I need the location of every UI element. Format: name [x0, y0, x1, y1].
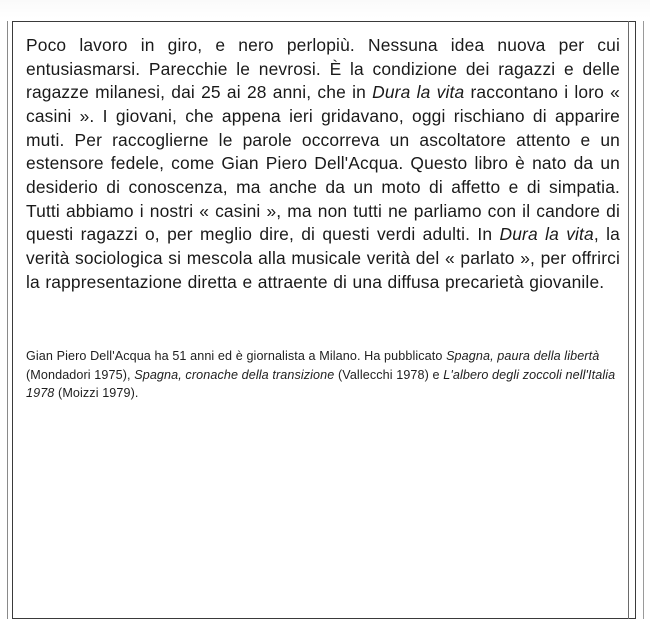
bio-part-1: Gian Piero Dell'Acqua ha 51 anni ed è giornalista a Milano. Ha pubblicato — [26, 349, 447, 363]
blurb-part-3: , la verità sociologica si mescola alla musicale verità del « parlato », per offrirci la rappresentazione diretta e attraente di una diffusa precarietà giovanile. — [26, 224, 620, 292]
author-bio-paragraph — [26, 347, 620, 403]
author-bio — [26, 347, 620, 403]
right-margin-rule-outer — [643, 21, 644, 619]
bio-title-3: L'albero degli zoccoli nell'Italia 1978 — [26, 367, 616, 400]
blurb-paragraph — [26, 34, 620, 294]
bio-part-2: (Mondadori 1975), — [26, 367, 135, 382]
book-title-repeat: Dura la vita — [499, 224, 594, 245]
bio-part-3: (Vallecchi 1978) e — [334, 367, 444, 382]
blurb-part-1: Poco lavoro in giro, e nero perlopiù. Nessuna idea nuova per cui entusiasmarsi. Parecchie le nevrosi. È la condizione dei ragazzi e delle ragazze milanesi, dai 25 ai 28 anni, che in — [26, 35, 620, 103]
bio-part-4: (Moizzi 1979). — [54, 386, 139, 400]
bio-title-2: Spagna, cronache della transizione — [134, 367, 335, 382]
bio-title-1: Spagna, paura della libertà — [446, 349, 600, 363]
blurb-text — [26, 34, 620, 294]
page-top-edge — [0, 0, 650, 18]
right-margin-rule-inner — [628, 21, 629, 619]
left-margin-rule — [7, 21, 8, 619]
blurb-part-2: raccontano i loro « casini ». I giovani, che appena ieri gridavano, oggi rischiano di apparire muti. Per raccoglierne le parole occorreva un ascoltatore attento e un estensore fedele, come Gian Piero Dell'Acqua. Questo libro è nato da un desiderio di conoscenza, ma anche da un moto di affetto e di simpatia. Tutti abbiamo i nostri « casini », ma non tutti ne parliamo con il candore di questi ragazzi o, per meglio dire, di questi verdi adulti. In — [26, 82, 620, 245]
book-title: Dura la vita — [372, 82, 465, 103]
